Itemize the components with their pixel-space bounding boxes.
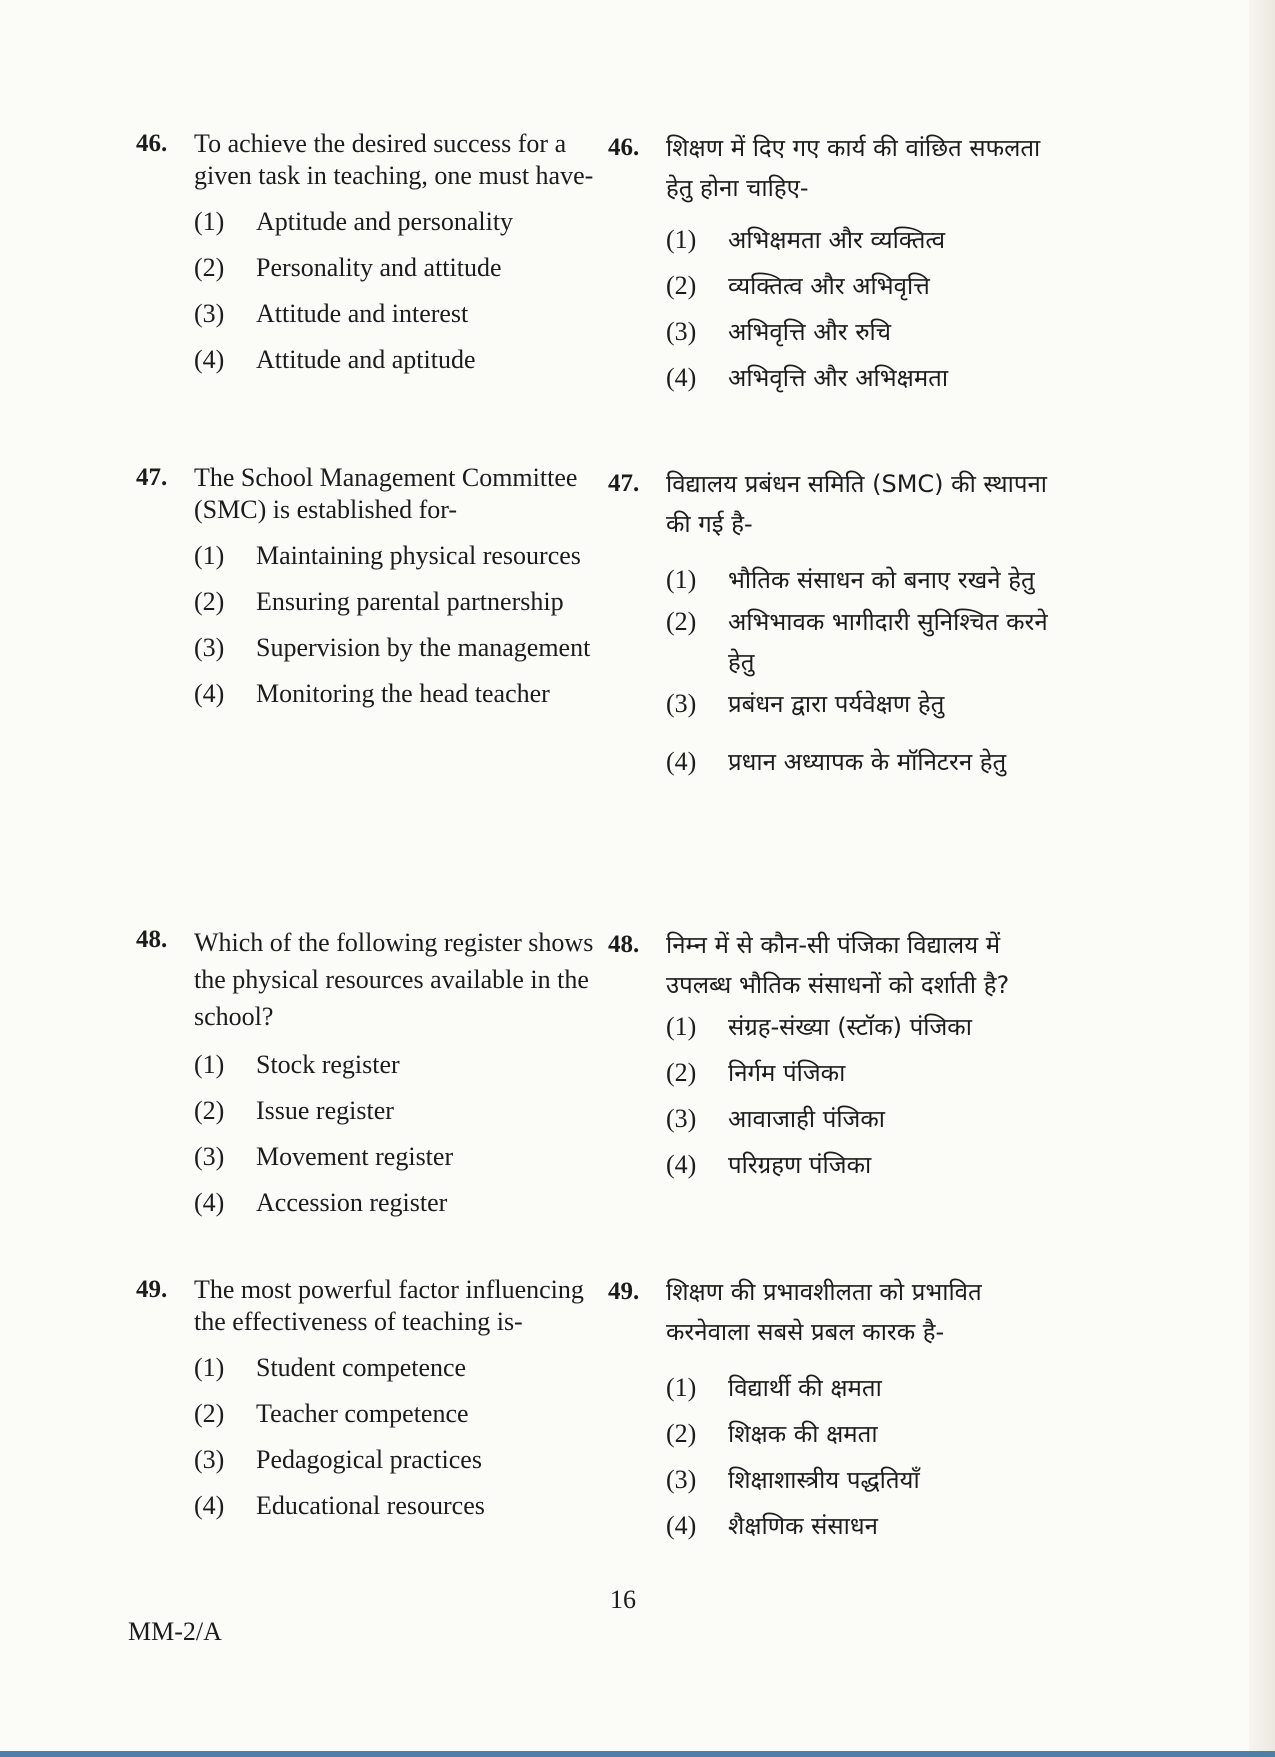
option-text: Movement register	[256, 1142, 454, 1171]
option-4	[194, 1187, 606, 1219]
option-number: (3)	[666, 1465, 697, 1494]
question-text: The School Management Committee (SMC) is established for-	[194, 463, 578, 524]
question-49-hi	[608, 1272, 1068, 1552]
option-number: (3)	[666, 1104, 697, 1133]
option-text: भौतिक संसाधन को बनाए रखने हेतु	[728, 566, 1035, 594]
option-text: प्रधान अध्यापक के मॉनिटरन हेतु	[728, 748, 1007, 776]
option-1	[194, 206, 606, 238]
option-4	[194, 678, 606, 710]
scan-bottom-edge	[0, 1751, 1275, 1757]
question-number: 49.	[608, 1278, 640, 1305]
option-text: Attitude and interest	[256, 299, 469, 328]
option-4	[666, 1145, 1068, 1185]
option-1	[194, 1352, 606, 1384]
option-number: (4)	[194, 345, 225, 374]
option-number: (3)	[194, 633, 225, 662]
option-text: Personality and attitude	[256, 253, 502, 282]
option-number: (2)	[194, 587, 225, 616]
option-1	[194, 540, 606, 572]
option-text: प्रबंधन द्वारा पर्यवेक्षण हेतु	[728, 690, 945, 718]
question-49-en	[136, 1274, 606, 1536]
option-list	[136, 540, 606, 710]
option-number: (4)	[666, 747, 697, 776]
option-3	[666, 1099, 1068, 1139]
option-number: (4)	[666, 363, 697, 392]
option-2	[666, 1414, 1068, 1454]
option-text: Stock register	[256, 1050, 400, 1079]
question-text: शिक्षण में दिए गए कार्य की वांछित सफलता हेतु होना चाहिए-	[666, 134, 1041, 202]
option-1	[194, 1049, 606, 1081]
option-number: (3)	[194, 1445, 225, 1474]
option-text: शैक्षणिक संसाधन	[728, 1512, 878, 1540]
question-number: 47.	[608, 470, 640, 497]
option-text: अभिभावक भागीदारी सुनिश्चित करने हेतु	[728, 608, 1048, 676]
option-3	[666, 1460, 1068, 1500]
option-text: Educational resources	[256, 1491, 485, 1520]
option-list	[608, 220, 1068, 398]
question-text: निम्न में से कौन-सी पंजिका विद्यालय में उपलब्ध भौतिक संसाधनों को दर्शाती है?	[666, 931, 1010, 999]
option-text: Supervision by the management	[256, 633, 591, 662]
option-3	[666, 312, 1068, 352]
question-text: To achieve the desired success for a given task in teaching, one must have-	[194, 129, 594, 190]
option-3	[194, 1141, 606, 1173]
option-text: अभिवृत्ति और रुचि	[728, 318, 892, 346]
option-3	[666, 684, 1068, 724]
option-text: Student competence	[256, 1353, 467, 1382]
option-3	[194, 1444, 606, 1476]
option-4	[194, 1490, 606, 1522]
option-4	[666, 1506, 1068, 1546]
option-number: (1)	[666, 225, 697, 254]
option-1	[666, 220, 1068, 260]
option-text: अभिवृत्ति और अभिक्षमता	[728, 364, 949, 392]
option-text: निर्गम पंजिका	[728, 1059, 846, 1087]
option-2	[194, 1095, 606, 1127]
option-number: (1)	[666, 565, 697, 594]
option-text: संग्रह-संख्या (स्टॉक) पंजिका	[728, 1013, 972, 1041]
option-number: (3)	[194, 299, 225, 328]
option-3	[194, 298, 606, 330]
option-text: विद्यार्थी की क्षमता	[728, 1374, 882, 1402]
question-text: The most powerful factor influencing the effectiveness of teaching is-	[194, 1275, 584, 1336]
question-48-hi	[608, 925, 1068, 1191]
option-list	[136, 206, 606, 376]
question-number: 48.	[608, 931, 640, 958]
option-4	[666, 358, 1068, 398]
option-number: (4)	[194, 1188, 225, 1217]
option-text: Attitude and aptitude	[256, 345, 476, 374]
option-number: (4)	[666, 1150, 697, 1179]
question-text: Which of the following register shows the physical resources available in the school?	[194, 928, 594, 1031]
question-48-en	[136, 924, 606, 1233]
option-number: (2)	[666, 1058, 697, 1087]
option-2	[666, 602, 1068, 682]
option-1	[666, 560, 1068, 600]
option-text: Maintaining physical resources	[256, 541, 581, 570]
question-47-hi	[608, 464, 1068, 784]
option-text: शिक्षाशास्त्रीय पद्धतियाँ	[728, 1466, 920, 1494]
question-text: विद्यालय प्रबंधन समिति (SMC) की स्थापना की गई है-	[666, 470, 1048, 538]
option-number: (1)	[194, 541, 225, 570]
option-number: (4)	[194, 1491, 225, 1520]
option-number: (1)	[666, 1373, 697, 1402]
option-4	[194, 344, 606, 376]
option-text: Aptitude and personality	[256, 207, 514, 236]
option-2	[194, 252, 606, 284]
option-list	[608, 560, 1068, 782]
option-1	[666, 1007, 1068, 1047]
option-number: (3)	[666, 317, 697, 346]
option-text: Teacher competence	[256, 1399, 469, 1428]
option-text: शिक्षक की क्षमता	[728, 1420, 878, 1448]
option-number: (2)	[194, 1399, 225, 1428]
option-text: Monitoring the head teacher	[256, 679, 550, 708]
option-list	[608, 1007, 1068, 1185]
question-number: 48.	[136, 926, 168, 953]
page-number: 16	[610, 1585, 636, 1614]
option-2	[194, 586, 606, 618]
option-text: Pedagogical practices	[256, 1445, 482, 1474]
question-46-en	[136, 128, 606, 390]
option-number: (1)	[194, 1353, 225, 1382]
option-number: (2)	[666, 1419, 697, 1448]
option-text: Ensuring parental partnership	[256, 587, 564, 616]
option-number: (1)	[194, 1050, 225, 1079]
question-text: शिक्षण की प्रभावशीलता को प्रभावित करनेवाला सबसे प्रबल कारक है-	[666, 1278, 982, 1346]
option-number: (3)	[194, 1142, 225, 1171]
option-number: (4)	[666, 1511, 697, 1540]
question-number: 46.	[608, 134, 640, 161]
option-text: Accession register	[256, 1188, 448, 1217]
option-number: (2)	[666, 607, 697, 636]
question-number: 46.	[136, 130, 168, 157]
option-2	[666, 1053, 1068, 1093]
option-list	[608, 1368, 1068, 1546]
option-number: (2)	[194, 1096, 225, 1125]
option-number: (2)	[194, 253, 225, 282]
option-3	[194, 632, 606, 664]
option-4	[666, 742, 1068, 782]
option-number: (1)	[194, 207, 225, 236]
option-number: (3)	[666, 689, 697, 718]
option-2	[194, 1398, 606, 1430]
option-text: परिग्रहण पंजिका	[728, 1151, 872, 1179]
option-list	[136, 1049, 606, 1219]
option-text: व्यक्तित्व और अभिवृत्ति	[728, 272, 930, 300]
option-text: आवाजाही पंजिका	[728, 1105, 886, 1133]
option-2	[666, 266, 1068, 306]
option-number: (4)	[194, 679, 225, 708]
option-text: Issue register	[256, 1096, 394, 1125]
option-1	[666, 1368, 1068, 1408]
booklet-code: MM-2/A	[128, 1617, 222, 1646]
option-text: अभिक्षमता और व्यक्तित्व	[728, 226, 946, 254]
option-number: (2)	[666, 271, 697, 300]
question-number: 49.	[136, 1276, 168, 1303]
page-edge-shade	[1249, 0, 1275, 1757]
question-number: 47.	[136, 464, 168, 491]
question-47-en	[136, 462, 606, 724]
question-46-hi	[608, 128, 1068, 404]
option-list	[136, 1352, 606, 1522]
option-number: (1)	[666, 1012, 697, 1041]
